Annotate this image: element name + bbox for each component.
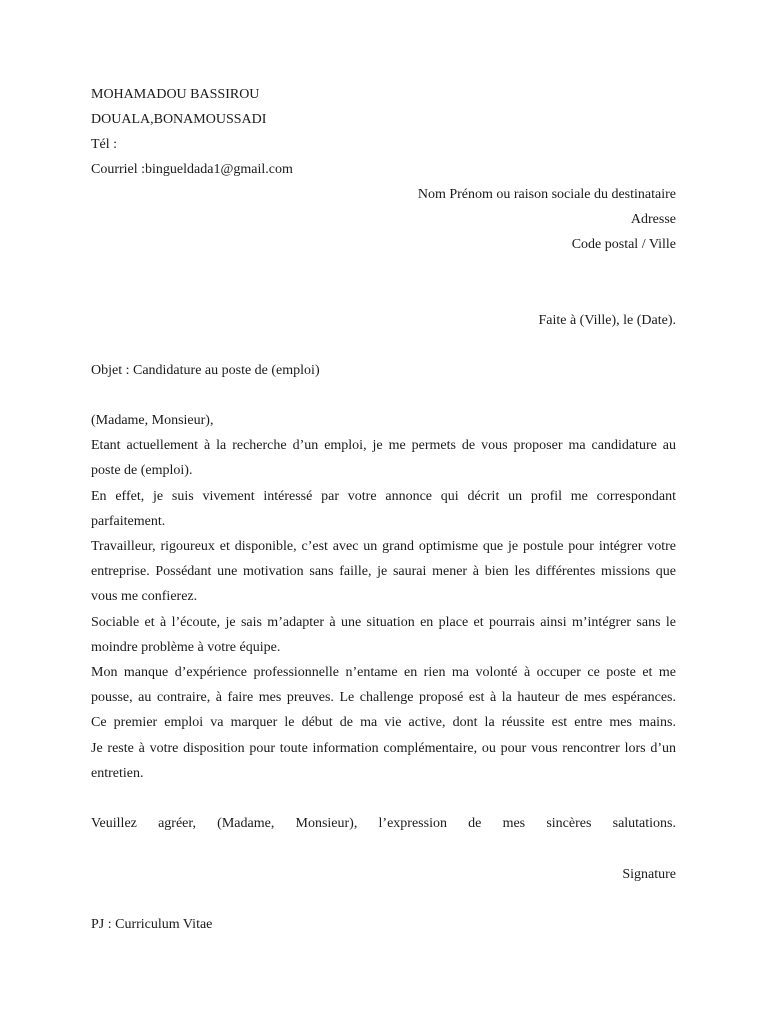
sender-phone: Tél : xyxy=(91,137,118,152)
sender-address: DOUALA,BONAMOUSSADI xyxy=(91,112,267,127)
body-line: poste de (emploi). xyxy=(91,463,193,478)
body-line: En effet, je suis vivement intéressé par votre annonce qui décrit un profil me correspondant xyxy=(91,489,676,504)
closing-formula: Veuillez agréer, (Madame, Monsieur), l’expression de mes sincères salutations. xyxy=(91,816,676,831)
recipient-address: Adresse xyxy=(630,212,676,227)
attachment-note: PJ : Curriculum Vitae xyxy=(91,917,213,932)
recipient-postal: Code postal / Ville xyxy=(571,237,676,252)
body-line: Ce premier emploi va marquer le début de ma vie active, dont la réussite est entre mes mains. xyxy=(91,715,676,730)
subject-line: Objet : Candidature au poste de (emploi) xyxy=(91,363,320,378)
body-line: Mon manque d’expérience professionnelle n’entame en rien ma volonté à occuper ce poste et me xyxy=(91,665,676,680)
salutation: (Madame, Monsieur), xyxy=(91,413,214,428)
sender-name: MOHAMADOU BASSIROU xyxy=(91,87,260,102)
sender-email: Courriel :bingueldada1@gmail.com xyxy=(91,162,293,177)
body-line: Etant actuellement à la recherche d’un emploi, je me permets de vous proposer ma candidature au xyxy=(91,438,676,453)
body-line: pousse, au contraire, à faire mes preuves. Le challenge proposé est à la hauteur de mes espérances. xyxy=(91,690,676,705)
body-line: vous me confierez. xyxy=(91,589,198,604)
body-line: entretien. xyxy=(91,766,144,781)
letter-page xyxy=(91,0,676,1024)
signature: Signature xyxy=(622,867,676,882)
body-line: entreprise. Possédant une motivation sans faille, je saurai mener à bien les différentes missions que xyxy=(91,564,676,579)
recipient-name: Nom Prénom ou raison sociale du destinataire xyxy=(417,187,676,202)
place-date: Faite à (Ville), le (Date). xyxy=(538,313,676,328)
body-line: moindre problème à votre équipe. xyxy=(91,640,281,655)
body-line: Je reste à votre disposition pour toute information complémentaire, ou pour vous rencontrer lors d’un xyxy=(91,741,676,756)
body-line: Sociable et à l’écoute, je sais m’adapter à une situation en place et pourrais ainsi m’intégrer sans le xyxy=(91,615,676,630)
body-line: Travailleur, rigoureux et disponible, c’est avec un grand optimisme que je postule pour intégrer votre xyxy=(91,539,676,554)
body-line: parfaitement. xyxy=(91,514,166,529)
